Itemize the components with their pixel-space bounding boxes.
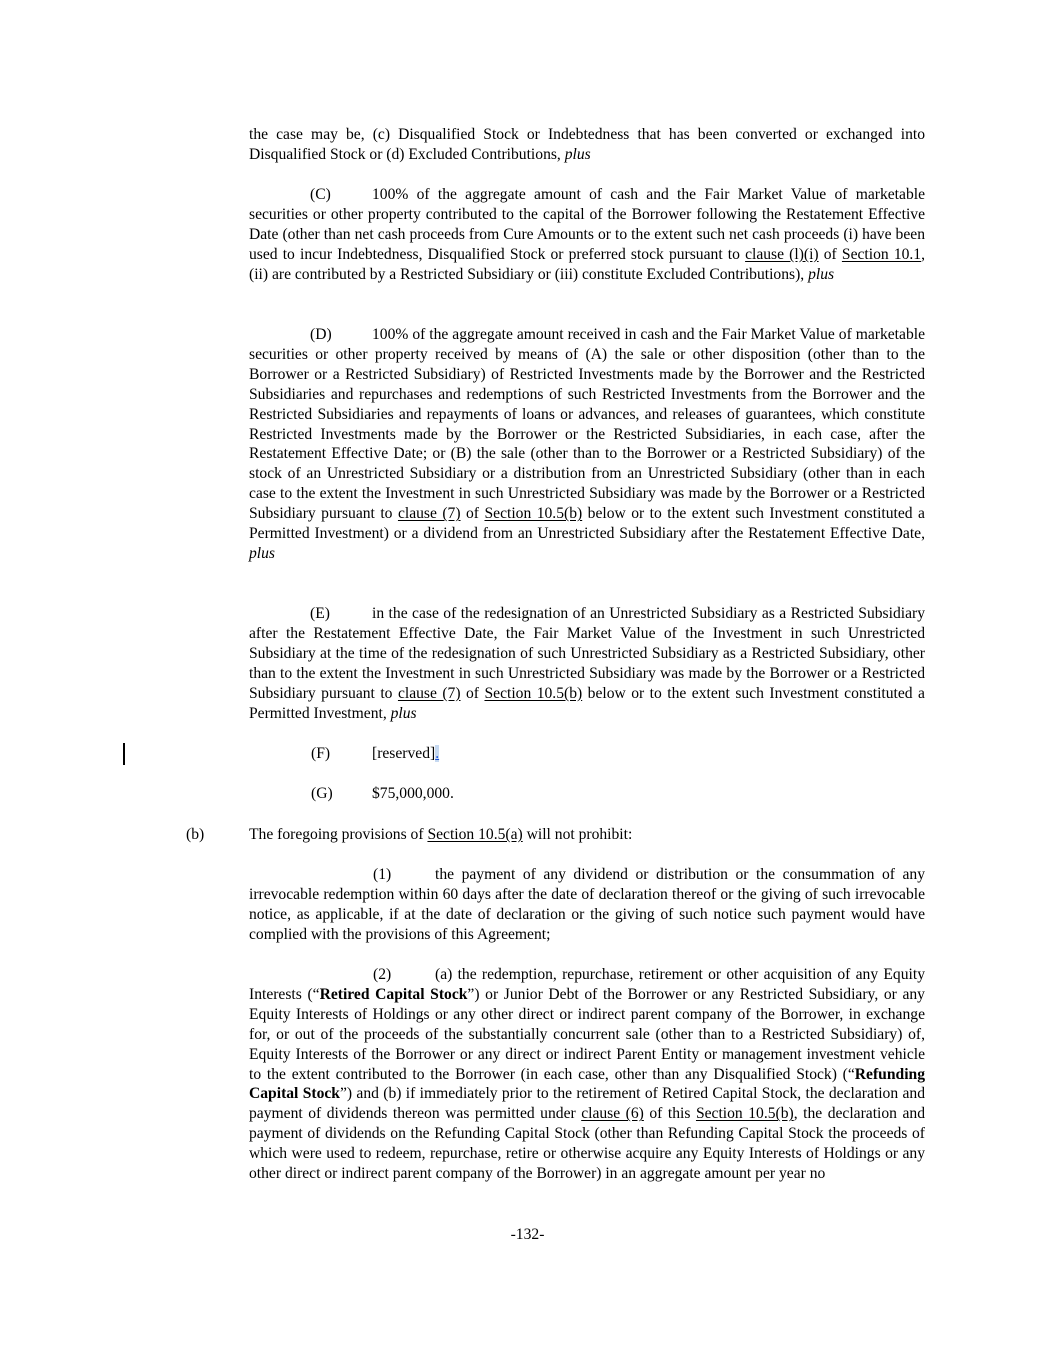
clause-label: (2) — [373, 966, 392, 983]
paragraph-G: (G) $75,000,000. — [311, 785, 454, 802]
paragraph-1: (1) the payment of any dividend or distribution or the consummation of any irrevocable redemption within 60 days after the date of declaration thereof or the giving of such irrevocable notice, as applicable, if at the date of declaration or the giving of such notice such payment would have complied with the provisions of this Agreement; — [249, 866, 925, 943]
clause-label: (b) — [186, 826, 205, 843]
cross-reference-link[interactable]: Section 10.5(b) — [484, 505, 583, 523]
paragraph-D: (D) 100% of the aggregate amount received in cash and the Fair Market Value of marketable securities or other property received by means of (A) the sale or other disposition (other than to the Borrower or a Restricted Subsidiary) of Restricted Investments made by the Borrower and the Restricted Subsidiaries and repurchases and redemptions of such Restricted Investments from the Borrower and the Restricted Subsidiaries and repayments of loans or advances, and releases of guarantees, which constitute Restricted Investments made by the Borrower or the Restricted Subsidiaries, in each case, after the Restatement Effective Date; or (B) the sale (other than to the Borrower or a Restricted Subsidiary) of the stock of an Unrestricted Subsidiary or a distribution from an Unrestricted Subsidiary (other than in each case to the extent the Investment in such Unrestricted Subsidiary was made by the Borrower or a Restricted Subsidiary pursuant to clause (7) of Section 10.5(b) below or to the extent such Investment constituted a Permitted Investment) or a dividend from an Unrestricted Subsidiary after the Restatement Effective Date, plus — [249, 326, 925, 562]
clause-label: (G) — [311, 785, 333, 802]
cross-reference-link[interactable]: Section 10.1 — [841, 245, 922, 263]
plus-italic: plus — [808, 265, 835, 283]
defined-term: Retired Capital Stock — [319, 985, 468, 1003]
paragraph-b: (b) The foregoing provisions of Section 10.5(a) will not prohibit: — [186, 826, 633, 843]
clause-label: (E) — [310, 605, 330, 622]
cross-reference-link[interactable]: Section 10.5(b) — [484, 684, 583, 702]
paragraph-C: (C) 100% of the aggregate amount of cash and the Fair Market Value of marketable securities or other property contributed to the capital of the Borrower following the Restatement Effective Date (other than net cash proceeds from Cure Amounts or to the extent such net cash proceeds (i) have been used to incur Indebtedness, Disqualified Stock or preferred stock pursuant to clause (l)(i) of Section 10.1, (ii) are contributed by a Restricted Subsidiary or (iii) constitute Excluded Contributions), plus — [249, 186, 926, 283]
revision-change-bar — [123, 743, 125, 765]
clause-label: (C) — [310, 186, 331, 203]
clause-label: (F) — [311, 745, 331, 762]
revision-mark: . — [435, 745, 440, 762]
paragraph-F: (F) [reserved]. — [311, 745, 440, 762]
clause-label: (D) — [310, 326, 332, 343]
cross-reference-link[interactable]: clause (7) — [397, 505, 461, 523]
paragraph-continuation: the case may be, (c) Disqualified Stock or Indebtedness that has been converted or exchanged into Disqualified Stock or (d) Excluded Contributions, plus — [249, 126, 925, 163]
paragraph-2: (2) (a) the redemption, repurchase, retirement or other acquisition of any Equity Interests (“Retired Capital Stock”) or Junior Debt of the Borrower or any Restricted Subsidiary, or any Equity Interests of Holdings or any other direct or indirect parent company of the Borrower, in exchange for, or out of the proceeds of the substantially concurrent sale (other than to a Restricted Subsidiary) of, Equity Interests of the Borrower or any direct or indirect Parent Entity or management investment vehicle to the extent contributed to the Borrower (in each case, other than any Disqualified Stock) (“Refunding Capital Stock”) and (b) if immediately prior to the retirement of Retired Capital Stock, the declaration and payment of dividends thereon was permitted under clause (6) of this Section 10.5(b), the declaration and payment of dividends on the Refunding Capital Stock (other than Refunding Capital Stock the proceeds of which were used to redeem, repurchase, retire or otherwise acquire any Equity Interests of Holdings or any other direct or indirect parent company of the Borrower) in an aggregate amount per year no — [249, 966, 926, 1183]
page-number: -132- — [510, 1226, 545, 1243]
cross-reference-link[interactable]: clause (6) — [581, 1105, 644, 1123]
plus-italic: plus — [390, 704, 417, 722]
plus-italic: plus — [249, 544, 275, 562]
cross-reference-link[interactable]: Section 10.5(b) — [695, 1105, 794, 1123]
defined-term: Refunding Capital Stock — [249, 1065, 925, 1103]
cross-reference-link[interactable]: Section 10.5(a) — [427, 826, 523, 843]
paragraph-E: (E) in the case of the redesignation of an Unrestricted Subsidiary as a Restricted Subsidiary after the Restatement Effective Date, the Fair Market Value of the Investment in such Unrestricted Subsidiary at the time of the redesignation of such Unrestricted Subsidiary as a Restricted Subsidiary, other than to the extent the Investment in such Unrestricted Subsidiary was made by the Borrower or a Restricted Subsidiary pursuant to clause (7) of Section 10.5(b) below or to the extent such Investment constituted a Permitted Investment, plus — [249, 605, 925, 722]
clause-label: (1) — [373, 866, 392, 883]
cross-reference-link[interactable]: clause (7) — [397, 684, 461, 702]
cross-reference-link[interactable]: clause (l)(i) — [745, 245, 819, 263]
plus-italic: plus — [564, 145, 591, 163]
